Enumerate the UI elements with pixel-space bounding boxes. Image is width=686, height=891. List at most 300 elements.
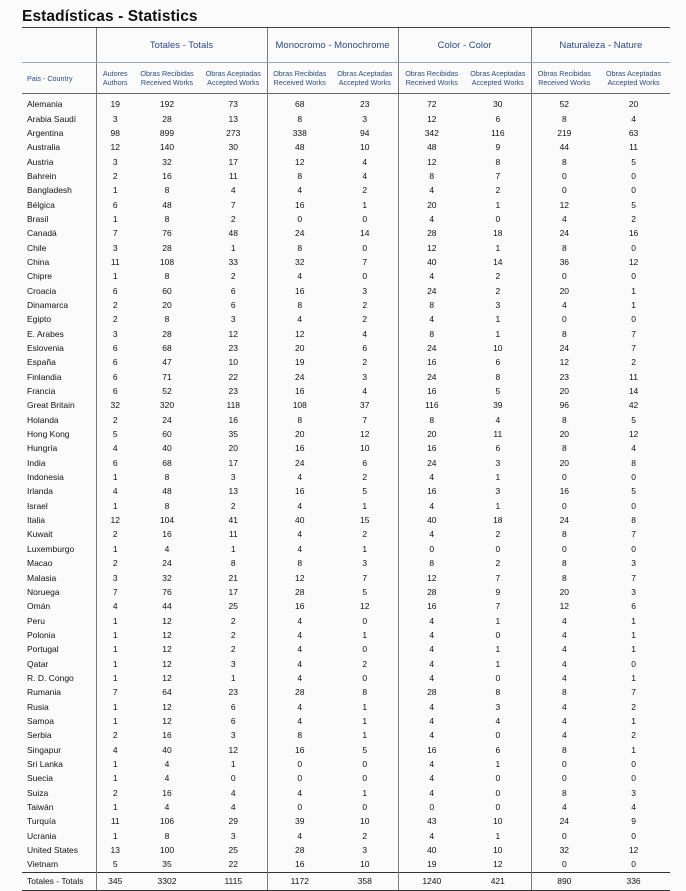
table-row [22, 656, 670, 670]
value-cell: 4 [267, 829, 332, 843]
value-cell: 60 [162, 429, 172, 440]
value-cell: 60 [162, 285, 172, 296]
value-cell: 8 [531, 570, 597, 584]
value-cell: 0 [362, 802, 368, 813]
value-cell: 100 [159, 845, 175, 856]
value-cell: 2 [362, 658, 368, 669]
value-cell: 2 [362, 830, 368, 841]
value-cell: 6 [96, 341, 134, 355]
value-cell: 11 [228, 529, 238, 540]
table-row [22, 714, 670, 728]
value-cell: 9 [495, 586, 501, 597]
value-cell: 2 [362, 299, 368, 310]
value-cell: 64 [162, 687, 172, 698]
value-cell: 1 [631, 672, 636, 683]
value-cell: 1 [495, 500, 501, 511]
value-cell: 1 [495, 644, 501, 655]
value-cell: 23 [228, 386, 238, 397]
country-cell: Qatar [27, 658, 49, 669]
value-cell: 68 [162, 343, 172, 354]
value-cell: 1 [495, 758, 501, 769]
table-row [22, 384, 670, 398]
value-cell: 4 [398, 499, 465, 513]
value-cell: 30 [228, 142, 238, 153]
value-cell: 17 [228, 156, 238, 167]
value-cell: 39 [267, 814, 332, 828]
country-cell: Croacia [27, 285, 57, 296]
value-cell: 12 [398, 111, 465, 125]
value-cell: 68 [162, 457, 172, 468]
value-cell: 1 [631, 629, 636, 640]
value-cell: 2 [230, 644, 236, 655]
table-row [22, 499, 670, 513]
value-cell: 32 [162, 572, 172, 583]
value-cell: 0 [230, 773, 236, 784]
value-cell: 12 [267, 327, 332, 341]
value-cell: 32 [162, 156, 172, 167]
value-cell: 16 [398, 742, 465, 756]
value-cell: 108 [267, 398, 332, 412]
value-cell: 23 [228, 687, 238, 698]
value-cell: 17 [228, 457, 238, 468]
column-header-received: Obras Recibidas Received Works [531, 63, 597, 94]
value-cell: 20 [398, 197, 465, 211]
value-cell: 1 [362, 543, 368, 554]
value-cell: 16 [398, 599, 465, 613]
table-row [22, 829, 670, 843]
value-cell: 2 [362, 529, 368, 540]
table-row [22, 786, 670, 800]
value-cell: 0 [631, 859, 636, 870]
value-cell: 6 [230, 715, 236, 726]
value-cell: 6 [96, 197, 134, 211]
value-cell: 2 [631, 213, 636, 224]
value-cell: 8 [495, 687, 501, 698]
value-cell: 16 [162, 529, 172, 540]
value-cell: 1 [631, 744, 636, 755]
value-cell: 2 [631, 701, 636, 712]
value-cell: 76 [162, 586, 172, 597]
column-header-accepted: Obras Aceptadas Accepted Works [200, 63, 267, 94]
value-cell: 4 [531, 714, 597, 728]
value-cell: 4 [398, 183, 465, 197]
table-row [22, 355, 670, 369]
value-cell: 13 [228, 113, 238, 124]
value-cell: 42 [628, 400, 639, 411]
table-row [22, 269, 670, 283]
country-cell: Francia [27, 386, 56, 397]
table-row [22, 240, 670, 254]
value-cell: 4 [398, 786, 465, 800]
value-cell: 4 [398, 671, 465, 685]
value-cell: 2 [230, 615, 236, 626]
table-row [22, 642, 670, 656]
value-cell: 8 [495, 156, 501, 167]
value-cell: 11 [493, 429, 503, 440]
value-cell: 1 [96, 212, 134, 226]
value-cell: 4 [531, 628, 597, 642]
value-cell: 76 [162, 228, 172, 239]
value-cell: 28 [398, 226, 465, 240]
value-cell: 24 [531, 814, 597, 828]
value-cell: 8 [267, 169, 332, 183]
value-cell: 1 [96, 642, 134, 656]
value-cell: 4 [362, 170, 368, 181]
value-cell: 2 [362, 314, 368, 325]
value-cell: 338 [267, 126, 332, 140]
country-cell: Sri Lanka [27, 758, 63, 769]
value-cell: 4 [495, 715, 501, 726]
table-row [22, 312, 670, 326]
value-cell: 9 [495, 142, 501, 153]
value-cell: 8 [398, 298, 465, 312]
value-cell: 4 [230, 185, 236, 196]
column-header-received: Obras Recibidas Received Works [398, 63, 465, 94]
value-cell: 4 [398, 628, 465, 642]
value-cell: 8 [398, 556, 465, 570]
value-cell: 1 [96, 800, 134, 814]
value-cell: 4 [531, 656, 597, 670]
value-cell: 35 [162, 859, 172, 870]
value-cell: 192 [159, 99, 175, 110]
value-cell: 8 [267, 298, 332, 312]
table-row [22, 742, 670, 756]
table-row [22, 699, 670, 713]
totals-label: Totales - Totals [22, 872, 96, 890]
value-cell: 4 [398, 771, 465, 785]
totals-cell: 1240 [398, 872, 465, 890]
value-cell: 2 [96, 527, 134, 541]
value-cell: 8 [531, 154, 597, 168]
value-cell: 32 [531, 843, 597, 857]
country-cell: Turquía [27, 816, 56, 827]
value-cell: 22 [228, 371, 238, 382]
value-cell: 116 [491, 127, 505, 138]
value-cell: 8 [531, 786, 597, 800]
value-cell: 2 [96, 728, 134, 742]
value-cell: 106 [159, 816, 175, 827]
value-cell: 4 [398, 829, 465, 843]
value-cell: 2 [96, 298, 134, 312]
country-cell: España [27, 357, 56, 368]
value-cell: 7 [96, 226, 134, 240]
table-row [22, 470, 670, 484]
value-cell: 8 [164, 314, 170, 325]
table-row [22, 599, 670, 613]
value-cell: 8 [164, 472, 170, 483]
country-cell: Malasia [27, 572, 57, 583]
table-row [22, 169, 670, 183]
value-cell: 16 [267, 283, 332, 297]
country-cell: Bélgica [27, 199, 55, 210]
value-cell: 20 [531, 456, 597, 470]
value-cell: 10 [360, 443, 370, 454]
value-cell: 6 [230, 701, 236, 712]
value-cell: 0 [362, 644, 368, 655]
value-cell: 4 [398, 269, 465, 283]
value-cell: 104 [159, 515, 175, 526]
value-cell: 8 [531, 685, 597, 699]
value-cell: 4 [267, 527, 332, 541]
value-cell: 0 [631, 242, 636, 253]
value-cell: 0 [631, 773, 636, 784]
value-cell: 0 [631, 185, 636, 196]
country-cell: Vietnam [27, 859, 59, 870]
value-cell: 6 [362, 343, 368, 354]
table-row [22, 456, 670, 470]
value-cell: 98 [96, 126, 134, 140]
value-cell: 2 [495, 558, 501, 569]
table-row [22, 298, 670, 312]
value-cell: 8 [362, 687, 368, 698]
value-cell: 4 [267, 671, 332, 685]
value-cell: 4 [398, 312, 465, 326]
value-cell: 2 [362, 185, 368, 196]
value-cell: 40 [398, 843, 465, 857]
country-cell: Hong Kong [27, 429, 70, 440]
value-cell: 2 [495, 271, 501, 282]
value-cell: 20 [162, 299, 172, 310]
value-cell: 16 [162, 730, 172, 741]
value-cell: 3 [96, 570, 134, 584]
value-cell: 10 [493, 845, 503, 856]
totals-cell: 345 [96, 872, 134, 890]
value-cell: 2 [362, 472, 368, 483]
table-row [22, 398, 670, 412]
totals-cell: 890 [531, 872, 597, 890]
value-cell: 1 [362, 701, 368, 712]
value-cell: 16 [267, 742, 332, 756]
value-cell: 2 [96, 312, 134, 326]
value-cell: 24 [267, 456, 332, 470]
value-cell: 22 [228, 859, 238, 870]
value-cell: 2 [96, 413, 134, 427]
value-cell: 8 [164, 213, 170, 224]
value-cell: 6 [495, 744, 501, 755]
country-cell: United States [27, 845, 79, 856]
table-row [22, 212, 670, 226]
value-cell: 1 [96, 470, 134, 484]
table-row [22, 341, 670, 355]
value-cell: 16 [267, 857, 332, 872]
value-cell: 4 [398, 527, 465, 541]
value-cell: 140 [159, 142, 175, 153]
value-cell: 4 [267, 312, 332, 326]
value-cell: 4 [267, 642, 332, 656]
value-cell: 16 [398, 441, 465, 455]
value-cell: 24 [398, 283, 465, 297]
value-cell: 6 [362, 457, 368, 468]
value-cell: 20 [531, 427, 597, 441]
value-cell: 4 [267, 628, 332, 642]
value-cell: 25 [228, 601, 238, 612]
value-cell: 28 [162, 242, 172, 253]
value-cell: 4 [531, 642, 597, 656]
value-cell: 8 [164, 271, 170, 282]
value-cell: 48 [228, 228, 238, 239]
value-cell: 24 [398, 456, 465, 470]
value-cell: 35 [228, 429, 238, 440]
value-cell: 0 [362, 615, 368, 626]
value-cell: 8 [398, 413, 465, 427]
value-cell: 0 [531, 169, 597, 183]
country-cell: Noruega [27, 586, 60, 597]
value-cell: 0 [631, 543, 636, 554]
value-cell: 20 [628, 99, 639, 110]
value-cell: 6 [495, 357, 501, 368]
table-row [22, 513, 670, 527]
value-cell: 1 [96, 829, 134, 843]
value-cell: 4 [267, 656, 332, 670]
value-cell: 12 [531, 599, 597, 613]
value-cell: 7 [495, 601, 501, 612]
value-cell: 1 [96, 757, 134, 771]
value-cell: 11 [96, 255, 134, 269]
value-cell: 1 [230, 758, 236, 769]
country-cell: Argentina [27, 127, 64, 138]
value-cell: 1 [96, 771, 134, 785]
table-row [22, 197, 670, 211]
totals-cell: 3302 [134, 872, 200, 890]
value-cell: 8 [531, 240, 597, 254]
value-cell: 5 [362, 744, 368, 755]
value-cell: 3 [362, 558, 368, 569]
value-cell: 0 [531, 269, 597, 283]
country-cell: Brasil [27, 213, 49, 224]
value-cell: 7 [631, 328, 636, 339]
value-cell: 4 [164, 773, 170, 784]
value-cell: 68 [267, 94, 332, 112]
value-cell: 4 [495, 414, 501, 425]
value-cell: 4 [362, 386, 368, 397]
value-cell: 7 [631, 572, 636, 583]
country-cell: Ucrania [27, 830, 57, 841]
value-cell: 1 [230, 242, 236, 253]
value-cell: 16 [531, 484, 597, 498]
table-row [22, 111, 670, 125]
value-cell: 4 [398, 728, 465, 742]
value-cell: 0 [631, 830, 636, 841]
value-cell: 219 [531, 126, 597, 140]
value-cell: 6 [495, 443, 501, 454]
value-cell: 24 [531, 513, 597, 527]
value-cell: 12 [398, 154, 465, 168]
column-header-accepted: Obras Aceptadas Accepted Works [332, 63, 398, 94]
value-cell: 19 [96, 94, 134, 112]
value-cell: 2 [631, 730, 636, 741]
value-cell: 0 [531, 499, 597, 513]
value-cell: 1 [96, 714, 134, 728]
table-row [22, 183, 670, 197]
value-cell: 12 [228, 328, 238, 339]
value-cell: 24 [531, 341, 597, 355]
value-cell: 8 [267, 240, 332, 254]
value-cell: 16 [398, 384, 465, 398]
value-cell: 1 [96, 671, 134, 685]
country-cell: Indonesia [27, 472, 64, 483]
value-cell: 16 [267, 484, 332, 498]
value-cell: 1 [96, 656, 134, 670]
value-cell: 1 [96, 699, 134, 713]
value-cell: 4 [398, 656, 465, 670]
value-cell: 2 [230, 629, 236, 640]
table-row [22, 327, 670, 341]
country-cell: Chipre [27, 271, 53, 282]
value-cell: 7 [362, 572, 368, 583]
table-row [22, 570, 670, 584]
value-cell: 0 [495, 629, 501, 640]
value-cell: 0 [267, 771, 332, 785]
value-cell: 1 [96, 542, 134, 556]
value-cell: 3 [362, 113, 368, 124]
value-cell: 37 [360, 400, 370, 411]
value-cell: 24 [398, 370, 465, 384]
value-cell: 1 [631, 285, 636, 296]
value-cell: 4 [267, 183, 332, 197]
value-cell: 11 [629, 142, 638, 153]
value-cell: 16 [162, 787, 172, 798]
value-cell: 47 [162, 357, 172, 368]
value-cell: 4 [531, 212, 597, 226]
table-row [22, 814, 670, 828]
value-cell: 20 [531, 585, 597, 599]
value-cell: 4 [398, 642, 465, 656]
value-cell: 3 [495, 299, 501, 310]
table-row [22, 94, 670, 112]
country-cell: Bangladesh [27, 185, 72, 196]
value-cell: 4 [631, 113, 636, 124]
value-cell: 30 [493, 99, 503, 110]
column-header-country: Pais - Country [22, 63, 96, 94]
value-cell: 12 [96, 513, 134, 527]
group-header-nature: Naturaleza - Nature [531, 28, 670, 63]
country-cell: Macao [27, 558, 53, 569]
value-cell: 1 [96, 628, 134, 642]
value-cell: 1 [96, 613, 134, 627]
table-row [22, 671, 670, 685]
value-cell: 23 [531, 370, 597, 384]
value-cell: 11 [629, 371, 638, 382]
value-cell: 0 [631, 500, 636, 511]
value-cell: 4 [362, 156, 368, 167]
value-cell: 12 [628, 429, 639, 440]
value-cell: 6 [96, 384, 134, 398]
value-cell: 3 [495, 701, 501, 712]
value-cell: 1 [96, 269, 134, 283]
value-cell: 4 [267, 613, 332, 627]
value-cell: 48 [267, 140, 332, 154]
value-cell: 3 [230, 830, 236, 841]
value-cell: 899 [159, 127, 175, 138]
value-cell: 72 [398, 94, 465, 112]
value-cell: 3 [96, 111, 134, 125]
value-cell: 8 [631, 515, 636, 526]
value-cell: 5 [631, 156, 636, 167]
value-cell: 5 [96, 427, 134, 441]
value-cell: 2 [362, 357, 368, 368]
value-cell: 3 [631, 787, 636, 798]
value-cell: 10 [493, 343, 503, 354]
value-cell: 94 [360, 127, 370, 138]
value-cell: 3 [96, 154, 134, 168]
value-cell: 24 [267, 370, 332, 384]
totals-cell: 1172 [267, 872, 332, 890]
value-cell: 4 [267, 499, 332, 513]
table-row [22, 800, 670, 814]
country-cell: China [27, 256, 50, 267]
value-cell: 4 [531, 728, 597, 742]
value-cell: 1 [631, 299, 636, 310]
